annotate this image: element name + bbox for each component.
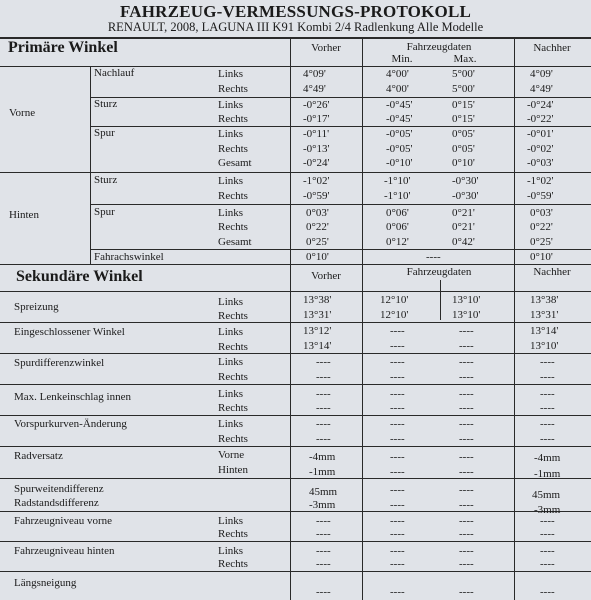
cell-min: ---- [390, 499, 405, 511]
row-side: Links [218, 326, 244, 338]
cell-max: ---- [459, 515, 474, 527]
cell-min: ---- [390, 484, 405, 496]
row-item: Spurdifferenzwinkel [14, 357, 105, 369]
cell-min: -0°45' [386, 99, 413, 111]
cell-max: ---- [459, 484, 474, 496]
cell-min: ---- [390, 515, 405, 527]
row-side: Gesamt [218, 236, 252, 248]
cell-min: ---- [390, 388, 405, 400]
cell-max: 5°00' [452, 83, 475, 95]
row-item: Spur [94, 127, 115, 139]
cell-min: ---- [426, 251, 441, 263]
cell-vorher: -1mm [309, 466, 336, 478]
cell-vorher: ---- [316, 545, 331, 557]
cell-max: ---- [459, 545, 474, 557]
section-heading-primary: Primäre Winkel [8, 39, 118, 56]
cell-nachher: -4mm [534, 452, 561, 464]
cell-vorher: ---- [316, 356, 331, 368]
col-header-max: Max. [453, 53, 477, 65]
cell-vorher: ---- [316, 388, 331, 400]
row-item: Spur [94, 206, 115, 218]
cell-max: 0°15' [452, 113, 475, 125]
cell-vorher: 13°38' [303, 294, 332, 306]
cell-vorher: ---- [316, 515, 331, 527]
row-item: Längsneigung [14, 577, 77, 589]
cell-nachher: -0°03' [527, 157, 554, 169]
col-header-min: Min. [391, 53, 413, 65]
cell-max: 13°10' [452, 309, 481, 321]
cell-min: ---- [390, 402, 405, 414]
cell-min: ---- [390, 466, 405, 478]
cell-vorher: 45mm [309, 486, 338, 498]
cell-nachher: 0°10' [530, 251, 553, 263]
cell-max: ---- [459, 499, 474, 511]
row-side: Links [218, 356, 244, 368]
row-item: Max. Lenkeinschlag innen [14, 391, 131, 403]
cell-vorher: -0°24' [303, 157, 330, 169]
cell-vorher: 13°14' [303, 340, 332, 352]
cell-nachher: ---- [540, 586, 555, 598]
col-header-vorher: Vorher [311, 270, 341, 282]
cell-nachher: 45mm [532, 489, 561, 501]
row-side: Rechts [218, 221, 248, 233]
cell-max: ---- [459, 325, 474, 337]
cell-vorher: 0°22' [306, 221, 329, 233]
cell-vorher: 0°03' [306, 207, 329, 219]
cell-max: 0°05' [452, 143, 475, 155]
cell-nachher: 4°09' [530, 68, 553, 80]
row-item: Radstandsdifferenz [14, 497, 99, 509]
cell-min: ---- [390, 558, 405, 570]
cell-min: 4°00' [386, 83, 409, 95]
cell-vorher: ---- [316, 558, 331, 570]
row-item: Spurweitendifferenz [14, 483, 104, 495]
row-item: Fahrzeugniveau hinten [14, 545, 115, 557]
page-title: FAHRZEUG-VERMESSUNGS-PROTOKOLL [119, 2, 472, 21]
cell-max: ---- [459, 356, 474, 368]
cell-min: ---- [390, 545, 405, 557]
cell-nachher: ---- [540, 388, 555, 400]
row-side: Rechts [218, 113, 248, 125]
cell-min: ---- [390, 325, 405, 337]
cell-max: 0°21' [452, 207, 475, 219]
vehicle-subtitle: RENAULT, 2008, LAGUNA III K91 Kombi 2/4 Radlenkung Alle Modelle [107, 20, 484, 34]
row-item: Eingeschlossener Winkel [14, 326, 125, 338]
section-heading-secondary: Sekundäre Winkel [16, 268, 143, 285]
cell-nachher: -0°59' [527, 190, 554, 202]
cell-nachher: ---- [540, 418, 555, 430]
cell-min: -0°10' [386, 157, 413, 169]
cell-nachher: -1mm [534, 468, 561, 480]
cell-min: ---- [390, 356, 405, 368]
cell-min: -0°05' [386, 128, 413, 140]
cell-nachher: ---- [540, 515, 555, 527]
row-item: Fahrzeugniveau vorne [14, 515, 113, 527]
cell-min: 12°10' [380, 294, 409, 306]
cell-max: ---- [459, 586, 474, 598]
cell-vorher: ---- [316, 528, 331, 540]
cell-nachher: ---- [540, 402, 555, 414]
cell-nachher: ---- [540, 558, 555, 570]
cell-max: 0°05' [452, 128, 475, 140]
cell-vorher: 4°09' [303, 68, 326, 80]
row-side: Rechts [218, 558, 248, 570]
group-label-vorne: Vorne [9, 107, 36, 119]
cell-nachher: -3mm [534, 504, 561, 516]
cell-nachher: ---- [540, 356, 555, 368]
cell-max: 0°10' [452, 157, 475, 169]
row-item: Fahrachswinkel [94, 251, 164, 263]
row-side: Rechts [218, 528, 248, 540]
cell-vorher: -4mm [309, 451, 336, 463]
col-header-fahrzeugdaten: Fahrzeugdaten [406, 41, 472, 53]
row-item: Spreizung [14, 301, 59, 313]
cell-vorher: 0°25' [306, 236, 329, 248]
cell-nachher: -0°02' [527, 143, 554, 155]
row-side: Links [218, 128, 244, 140]
cell-min: -0°45' [386, 113, 413, 125]
cell-min: ---- [390, 418, 405, 430]
cell-nachher: ---- [540, 371, 555, 383]
row-side: Rechts [218, 310, 248, 322]
cell-nachher: ---- [540, 545, 555, 557]
cell-min: -0°05' [386, 143, 413, 155]
cell-min: ---- [390, 340, 405, 352]
cell-vorher: ---- [316, 418, 331, 430]
cell-max: ---- [459, 466, 474, 478]
cell-max: ---- [459, 402, 474, 414]
cell-max: -0°30' [452, 175, 479, 187]
cell-nachher: -1°02' [527, 175, 554, 187]
cell-vorher: -0°11' [303, 128, 330, 140]
cell-nachher: -0°01' [527, 128, 554, 140]
cell-min: 0°12' [386, 236, 409, 248]
cell-vorher: -0°59' [303, 190, 330, 202]
cell-min: 0°06' [386, 221, 409, 233]
row-side: Rechts [218, 433, 248, 445]
row-side: Rechts [218, 341, 248, 353]
cell-vorher: ---- [316, 402, 331, 414]
row-side: Gesamt [218, 157, 252, 169]
cell-vorher: -3mm [309, 499, 336, 511]
cell-nachher: -0°24' [527, 99, 554, 111]
col-header-nachher: Nachher [533, 42, 571, 54]
row-item: Nachlauf [94, 67, 135, 79]
cell-vorher: -0°13' [303, 143, 330, 155]
cell-max: 13°10' [452, 294, 481, 306]
cell-vorher: 4°49' [303, 83, 326, 95]
row-side: Links [218, 545, 244, 557]
group-label-hinten: Hinten [9, 209, 39, 221]
cell-nachher: 13°14' [530, 325, 559, 337]
cell-max: 0°15' [452, 99, 475, 111]
cell-max: ---- [459, 528, 474, 540]
cell-nachher: 13°38' [530, 294, 559, 306]
cell-max: ---- [459, 388, 474, 400]
cell-vorher: ---- [316, 371, 331, 383]
cell-min: 4°00' [386, 68, 409, 80]
cell-max: ---- [459, 371, 474, 383]
row-side: Links [218, 388, 244, 400]
cell-vorher: 13°31' [303, 309, 332, 321]
row-item: Sturz [94, 174, 118, 186]
cell-nachher: ---- [540, 528, 555, 540]
row-side: Rechts [218, 83, 248, 95]
row-side: Links [218, 175, 244, 187]
cell-min: ---- [390, 371, 405, 383]
cell-max: 0°21' [452, 221, 475, 233]
cell-vorher: 13°12' [303, 325, 332, 337]
cell-min: ---- [390, 586, 405, 598]
cell-min: -1°10' [384, 190, 411, 202]
cell-nachher: 13°31' [530, 309, 559, 321]
cell-nachher: -0°22' [527, 113, 554, 125]
row-side: Rechts [218, 402, 248, 414]
cell-vorher: -1°02' [303, 175, 330, 187]
cell-max: 5°00' [452, 68, 475, 80]
cell-max: ---- [459, 418, 474, 430]
col-header-nachher: Nachher [533, 266, 571, 278]
row-side: Rechts [218, 143, 248, 155]
col-header-fahrzeugdaten: Fahrzeugdaten [406, 266, 472, 278]
cell-max: -0°30' [452, 190, 479, 202]
row-item: Radversatz [14, 450, 63, 462]
cell-min: ---- [390, 451, 405, 463]
row-item: Sturz [94, 98, 118, 110]
row-side: Links [218, 515, 244, 527]
cell-vorher: -0°17' [303, 113, 330, 125]
cell-nachher: ---- [540, 433, 555, 445]
cell-min: -1°10' [384, 175, 411, 187]
row-side: Links [218, 207, 244, 219]
cell-max: ---- [459, 433, 474, 445]
cell-max: ---- [459, 451, 474, 463]
row-side: Links [218, 418, 244, 430]
cell-max: 0°42' [452, 236, 475, 248]
cell-nachher: 4°49' [530, 83, 553, 95]
col-header-vorher: Vorher [311, 42, 341, 54]
row-item: Vorspurkurven-Änderung [14, 418, 127, 430]
row-side: Rechts [218, 371, 248, 383]
row-side: Hinten [218, 464, 248, 476]
cell-nachher: 0°25' [530, 236, 553, 248]
cell-vorher: ---- [316, 586, 331, 598]
cell-nachher: 0°22' [530, 221, 553, 233]
cell-vorher: ---- [316, 433, 331, 445]
row-side: Links [218, 296, 244, 308]
cell-min: 0°06' [386, 207, 409, 219]
row-side: Vorne [218, 449, 245, 461]
cell-min: 12°10' [380, 309, 409, 321]
cell-vorher: -0°26' [303, 99, 330, 111]
cell-nachher: 13°10' [530, 340, 559, 352]
cell-max: ---- [459, 340, 474, 352]
row-side: Links [218, 99, 244, 111]
row-side: Links [218, 68, 244, 80]
cell-min: ---- [390, 433, 405, 445]
cell-nachher: 0°03' [530, 207, 553, 219]
cell-min: ---- [390, 528, 405, 540]
cell-max: ---- [459, 558, 474, 570]
cell-vorher: 0°10' [306, 251, 329, 263]
row-side: Rechts [218, 190, 248, 202]
